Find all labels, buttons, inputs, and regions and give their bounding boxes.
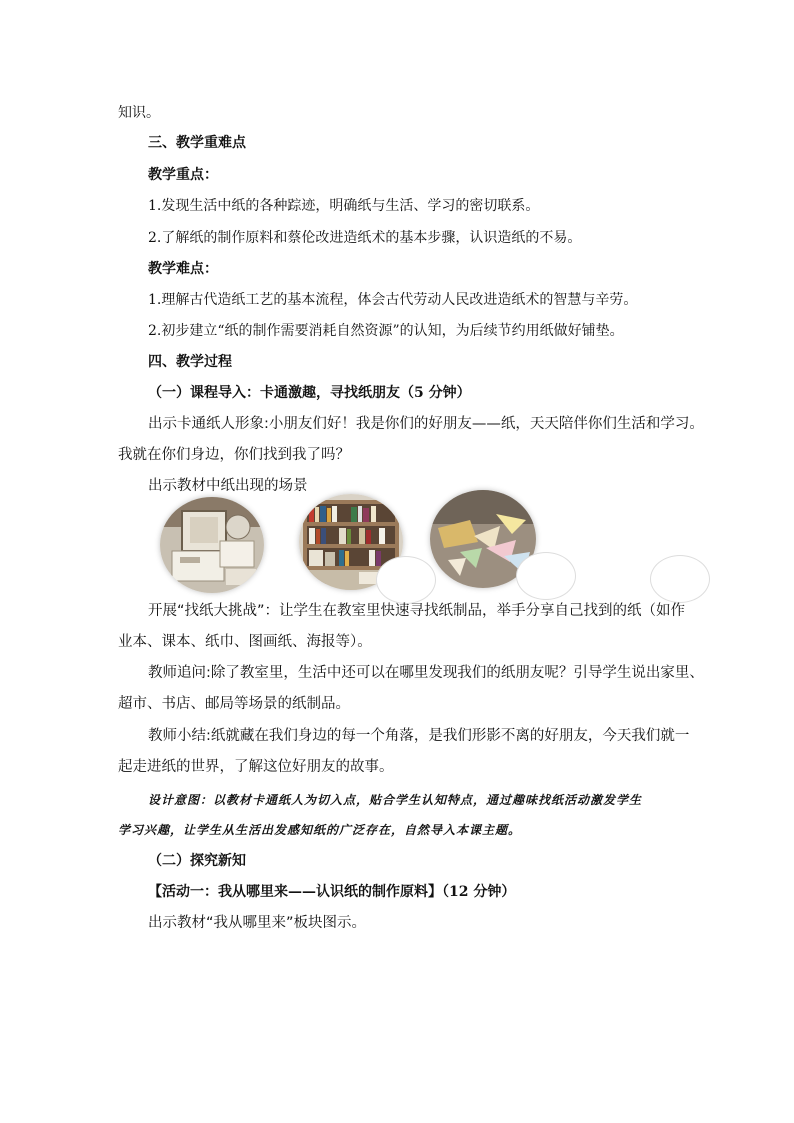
text-line: 出示卡通纸人形象:小朋友们好！我是你们的好朋友——纸，天天陪伴你们生活和学习。 — [148, 416, 704, 432]
text-line: 开展“找纸大挑战”：让学生在教室里快速寻找纸制品，举手分享自己找到的纸（如作 — [148, 603, 686, 619]
text-line: 2.了解纸的制作原料和蔡伦改进造纸术的基本步骤，认识造纸的不易。 — [148, 230, 582, 246]
text-line: 2.初步建立“纸的制作需要消耗自然资源”的认知，为后续节约用纸做好铺垫。 — [148, 323, 624, 339]
text-line: 1.理解古代造纸工艺的基本流程，体会古代劳动人民改进造纸术的智慧与辛劳。 — [148, 292, 638, 308]
subheading: 教学难点： — [148, 261, 218, 277]
text-line: 业本、课本、纸巾、图画纸、海报等）。 — [118, 634, 372, 650]
section-heading: 四、教学过程 — [148, 354, 232, 370]
subheading: （一）课程导入：卡通激趣，寻找纸朋友（5 分钟） — [148, 385, 471, 401]
text-line: 教师小结:纸就藏在我们身边的每一个角落，是我们形影不离的好朋友，今天我们就一 — [148, 728, 690, 744]
text-line: 起走进纸的世界，了解这位好朋友的故事。 — [118, 759, 394, 775]
design-intent-note: 学习兴趣，让学生从生活出发感知纸的广泛存在，自然导入本课主题。 — [118, 823, 522, 837]
design-intent-note: 设计意图：以教材卡通纸人为切入点，贴合学生认知特点，通过趣味找纸活动激发学生 — [148, 793, 643, 807]
text-line: 1.发现生活中纸的各种踪迹，明确纸与生活、学习的密切联系。 — [148, 198, 540, 214]
text-line: 我就在你们身边，你们找到我了吗？ — [118, 447, 350, 463]
section-heading: 三、教学重难点 — [148, 135, 246, 151]
empty-circle-frame — [650, 555, 710, 603]
text-line: 出示教材“我从哪里来”板块图示。 — [148, 915, 367, 931]
activity-heading: 【活动一：我从哪里来——认识纸的制作原料】（12 分钟） — [148, 884, 516, 900]
subheading: 教学重点： — [148, 167, 218, 183]
empty-circle-frame — [376, 556, 436, 604]
text-line: 知识。 — [118, 105, 160, 121]
subheading: （二）探究新知 — [148, 853, 246, 869]
text-line: 教师追问:除了教室里，生活中还可以在哪里发现我们的纸朋友呢？引导学生说出家里、 — [148, 665, 704, 681]
books-and-calendar-photo — [160, 497, 264, 593]
text-line: 出示教材中纸出现的场景 — [148, 478, 308, 494]
text-line: 超市、书店、邮局等场景的纸制品。 — [118, 696, 350, 712]
empty-circle-frame — [516, 552, 576, 600]
